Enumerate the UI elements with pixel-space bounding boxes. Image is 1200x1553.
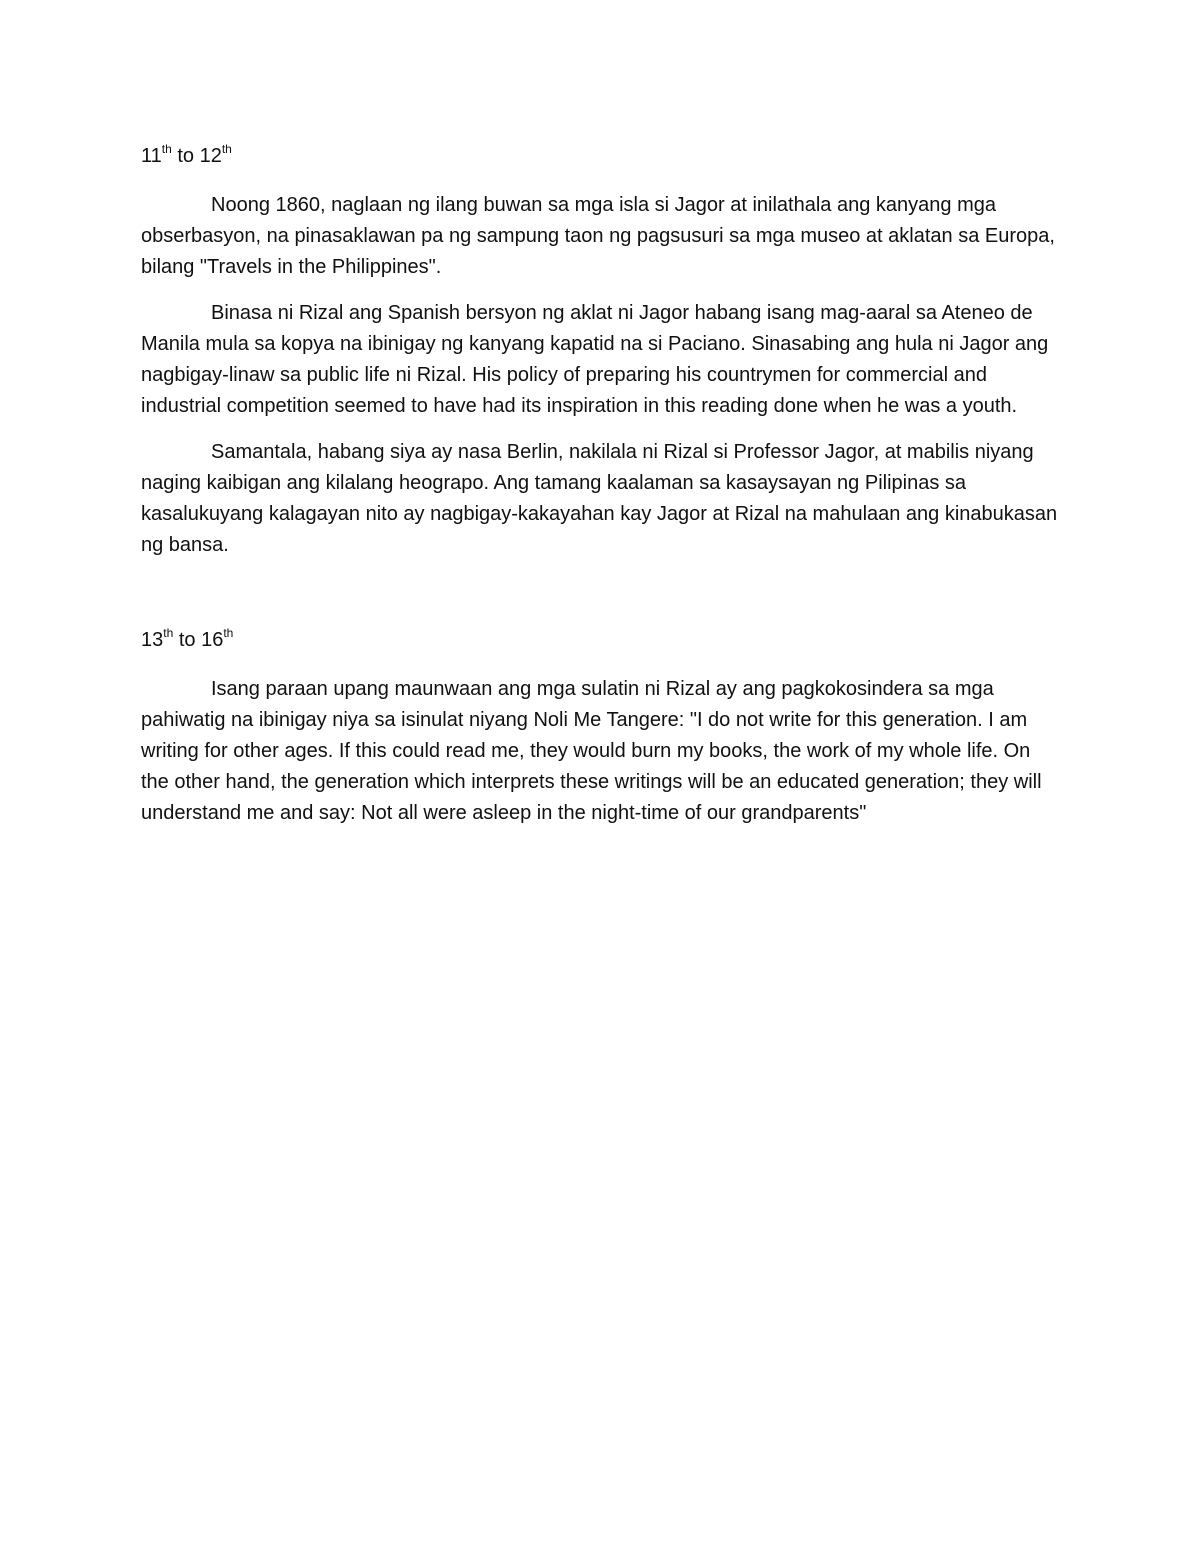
section-heading: [141, 620, 1061, 660]
heading-end-number: 16: [201, 629, 224, 651]
heading-connector: to: [178, 629, 196, 651]
paragraph: Isang paraan upang maunwaan ang mga sulatin ni Rizal ay ang pagkokosindera sa mga pahiwatig na ibinigay niya sa isinulat niyang Noli Me Tangere: "I do not write for this generation. I am writing for other ages. If this could read me, they would burn my books, the work of my whole life. On the other hand, the generation which interprets these writings will be an educated generation; they will understand me and say: Not all were asleep in the night-time of our grandparents": [141, 678, 1042, 824]
paragraph: Noong 1860, naglaan ng ilang buwan sa mga isla si Jagor at inilathala ang kanyang mga obserbasyon, na pinasaklawan pa ng sampung taon ng pagsusuri sa mga museo at aklatan sa Europa, bilang "Travels in the Philippines".: [141, 194, 1055, 278]
heading-start-suffix: th: [161, 142, 172, 157]
paragraph: Samantala, habang siya ay nasa Berlin, nakilala ni Rizal si Professor Jagor, at mabilis niyang naging kaibigan ang kilalang heograpo. Ang tamang kaalaman sa kasaysayan ng Pilipinas sa kasalukuyang kalagayan nito ay nagbigay-kakayahan kay Jagor at Rizal na mahulaan ang kinabukasan ng bansa.: [141, 441, 1058, 556]
section-heading: [141, 136, 1061, 176]
heading-start-number: 13: [141, 629, 164, 651]
heading-connector: to: [177, 145, 195, 167]
heading-end-suffix: th: [221, 142, 232, 157]
heading-end-suffix: th: [223, 626, 234, 641]
document-body: [141, 136, 1061, 844]
section-spacer: [141, 576, 1061, 620]
heading-start-number: 11: [141, 145, 162, 167]
heading-end-number: 12: [199, 145, 222, 167]
heading-start-suffix: th: [163, 626, 174, 641]
paragraph: Binasa ni Rizal ang Spanish bersyon ng aklat ni Jagor habang isang mag-aaral sa Ateneo de Manila mula sa kopya na ibinigay ng kanyang kapatid na si Paciano. Sinasabing ang hula ni Jagor ang nagbigay-linaw sa public life ni Rizal. His policy of preparing his countrymen for commercial and industrial competition seemed to have had its inspiration in this reading done when he was a youth.: [141, 302, 1049, 417]
